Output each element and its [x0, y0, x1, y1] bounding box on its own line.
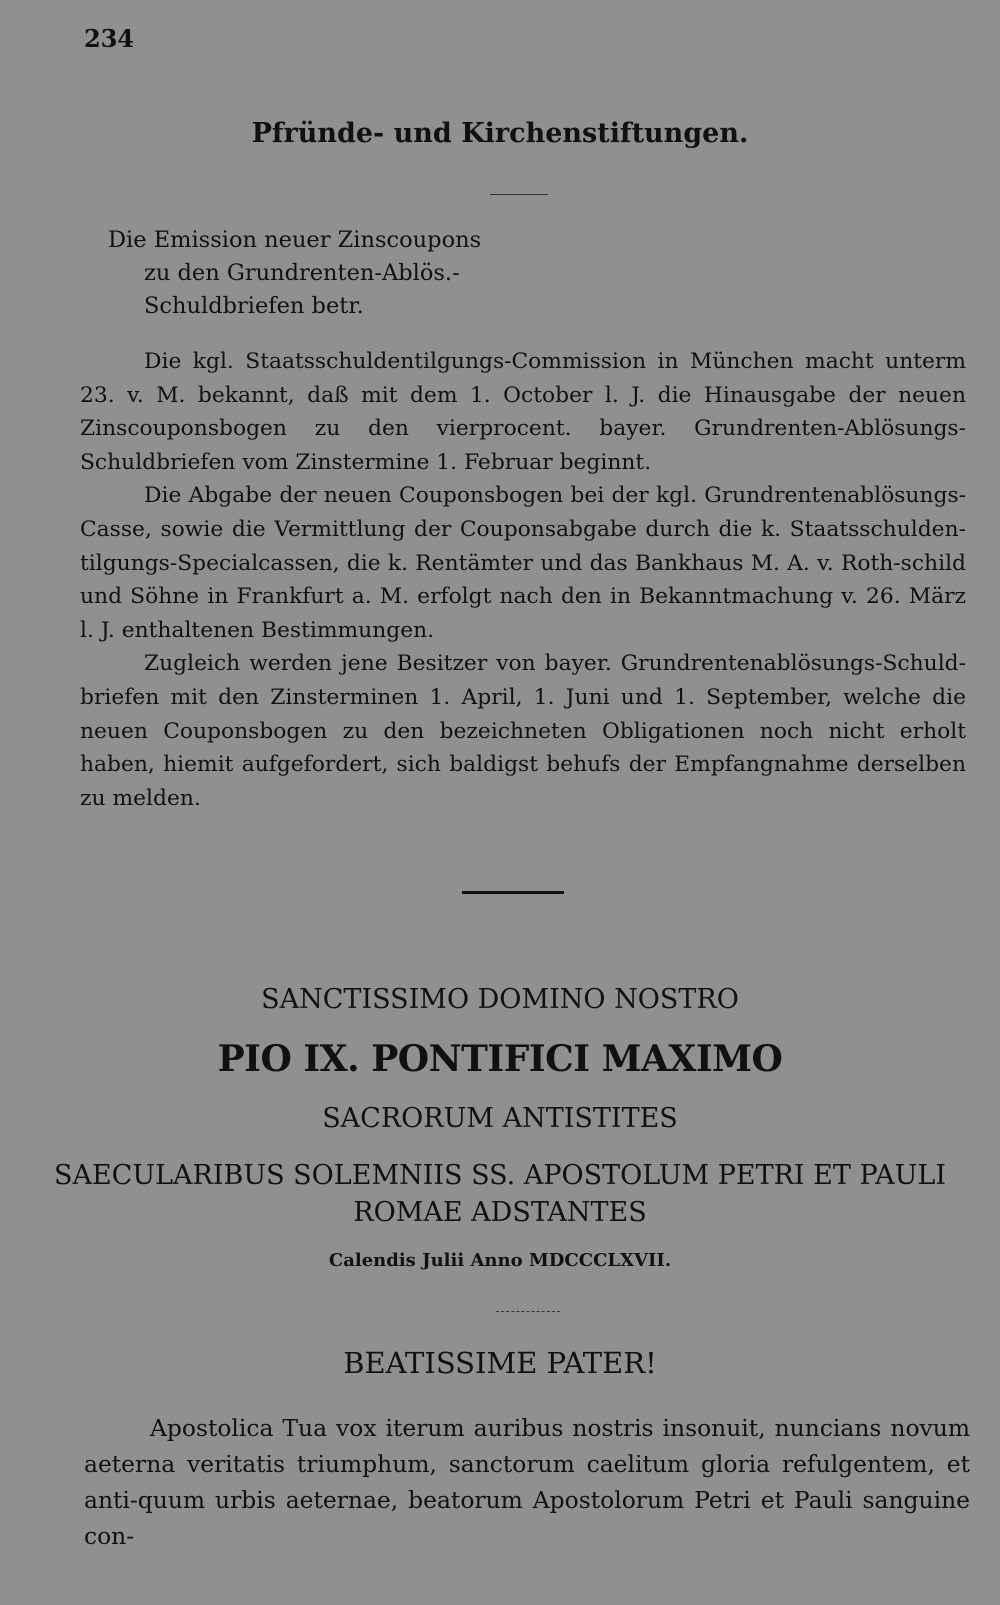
latin-dedication-line-3: SACRORUM ANTISTITES	[322, 1103, 678, 1134]
latin-date-line: Calendis Julii Anno MDCCCLXVII.	[328, 1250, 672, 1271]
section-heading: Pfründe- und Kirchenstiftungen.	[251, 118, 749, 149]
latin-dedication-line-1: SANCTISSIMO DOMINO NOSTRO	[261, 984, 739, 1015]
ornament-divider	[490, 194, 548, 195]
subject-line-3: Schuldbriefen betr.	[144, 293, 364, 319]
german-text-body	[80, 345, 966, 815]
latin-paragraph: Apostolica Tua vox iterum auribus nostris insonuit, nuncians novum aeterna veritatis triumphum, sanctorum caelitum gloria refulgentem, et anti-quum urbis aeternae, beatorum Apostolorum Petri et Pauli sanguine con-	[84, 1414, 970, 1550]
german-paragraph-1: Die kgl. Staatsschuldentilgungs-Commission in München macht unterm 23. v. M. bekannt, daß mit dem 1. October l. J. die Hinausgabe der neuen Zinscouponsbogen zu den vierprocent. bayer. Grundrenten-Ablösungs-Schuldbriefen vom Zinstermine 1. Februar beginnt.	[80, 349, 966, 475]
ornament-divider-2	[496, 1311, 560, 1312]
subject-line-1: Die Emission neuer Zinscoupons	[108, 227, 482, 253]
latin-dedication-line-4: SAECULARIBUS SOLEMNIIS SS. APOSTOLUM PETRI ET PAULI	[53, 1160, 947, 1191]
german-paragraph-3: Zugleich werden jene Besitzer von bayer. Grundrentenablösungs-Schuld-briefen mit den Zinsterminen 1. April, 1. Juni und 1. September, welche die neuen Couponsbogen zu den bezeichneten Obligationen noch nicht erholt haben, hiemit aufgefordert, sich baldigst behufs der Empfangnahme derselben zu melden.	[80, 651, 966, 811]
german-paragraph-2: Die Abgabe der neuen Couponsbogen bei der kgl. Grundrentenablösungs-Casse, sowie die Vermittlung der Couponsabgabe durch die k. Staatsschulden-tilgungs-Specialcassen, die k. Rentämter und das Bankhaus M. A. v. Roth-schild und Söhne in Frankfurt a. M. erfolgt nach den in Bekanntmachung v. 26. März l. J. enthaltenen Bestimmungen.	[80, 483, 966, 643]
subject-line-2: zu den Grundrenten-Ablös.-	[144, 260, 460, 286]
page-number: 234	[84, 24, 135, 53]
section-rule	[462, 891, 564, 894]
subject-block	[108, 224, 481, 323]
latin-salutation: BEATISSIME PATER!	[343, 1346, 657, 1380]
latin-dedication-title: PIO IX. PONTIFICI MAXIMO	[217, 1038, 783, 1080]
latin-dedication-line-5: ROMAE ADSTANTES	[353, 1197, 647, 1228]
